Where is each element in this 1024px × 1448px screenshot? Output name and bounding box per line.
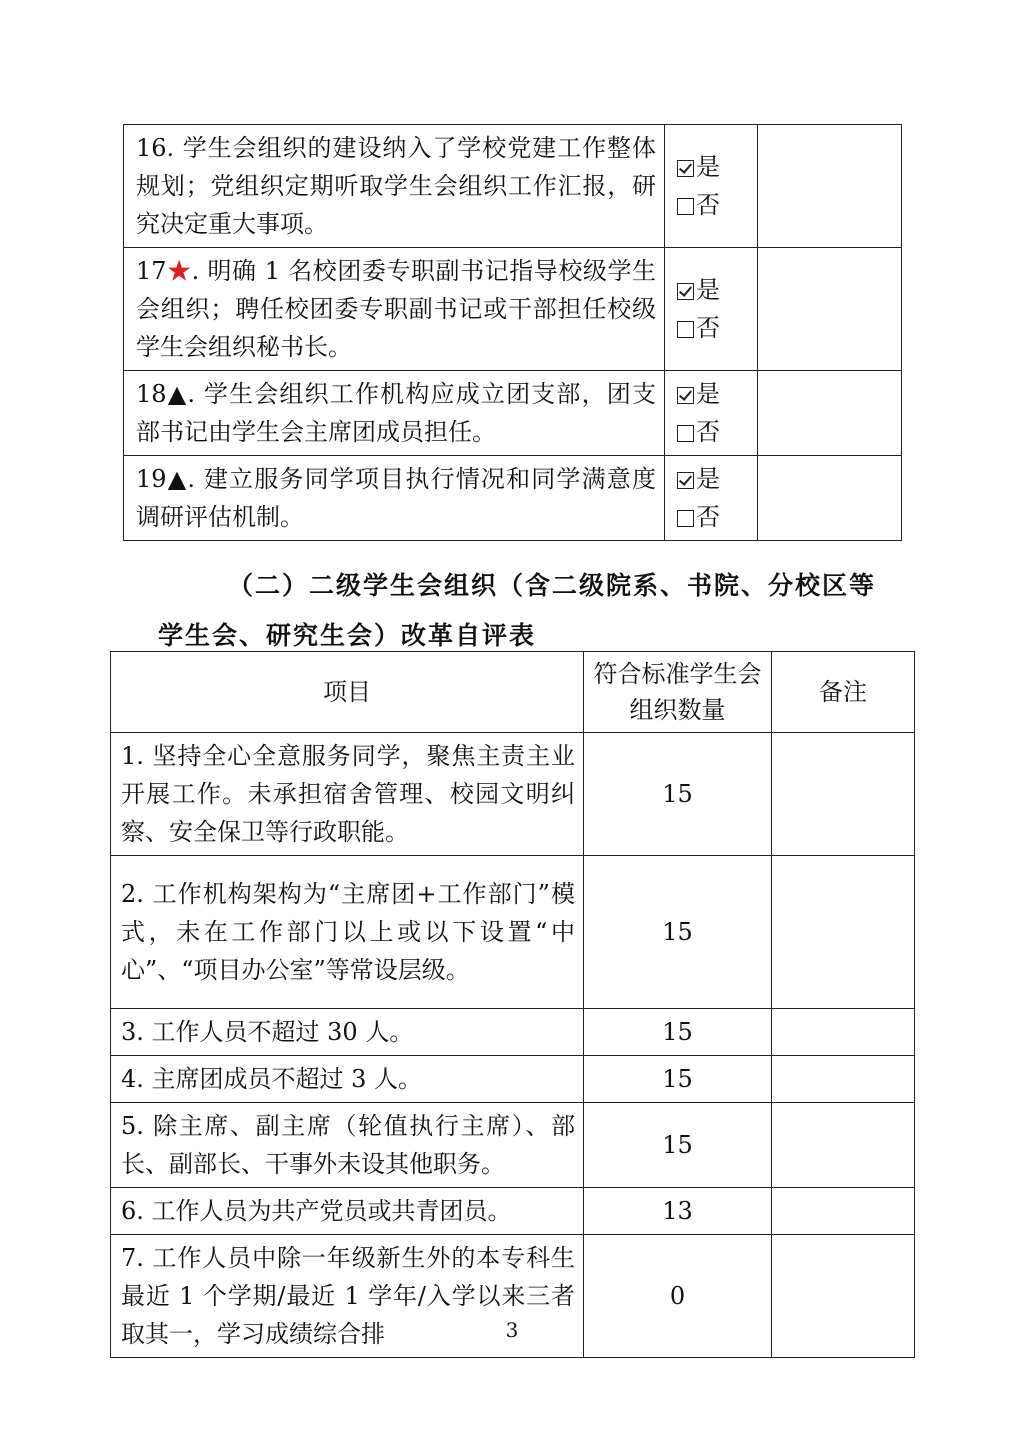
remark-cell <box>758 248 902 371</box>
item-text: 3. 工作人员不超过 30 人。 <box>111 1009 584 1056</box>
page-number: 3 <box>505 1318 519 1342</box>
checked-box-icon[interactable] <box>677 387 694 404</box>
evaluation-table <box>110 651 915 1358</box>
unchecked-box-icon[interactable] <box>677 510 694 527</box>
remark-cell <box>758 371 902 456</box>
no-option[interactable]: 否 <box>677 413 757 451</box>
unchecked-box-icon[interactable] <box>677 425 694 442</box>
yes-option[interactable]: 是 <box>677 148 757 186</box>
note-cell <box>772 856 915 1009</box>
note-cell <box>772 733 915 856</box>
item-text: 2. 工作机构架构为“主席团+工作部门”模式，未在工作部门以上或以下设置“中心”、“项目办公室”等常设层级。 <box>111 856 584 1009</box>
remark-cell <box>758 456 902 541</box>
table-row <box>111 1188 915 1235</box>
criterion-number: 17 <box>136 257 167 285</box>
yes-option[interactable]: 是 <box>677 375 757 413</box>
item-text: 5. 除主席、副主席（轮值执行主席）、部长、副部长、干事外未设其他职务。 <box>111 1103 584 1188</box>
note-cell <box>772 1009 915 1056</box>
criterion-text: 18▲. 学生会组织工作机构应成立团支部，团支部书记由学生会主席团成员担任。 <box>124 371 665 456</box>
table-row <box>111 733 915 856</box>
criterion-text: 19▲. 建立服务同学项目执行情况和同学满意度调研评估机制。 <box>124 456 665 541</box>
yes-no-cell <box>665 456 758 541</box>
no-option[interactable]: 否 <box>677 186 757 224</box>
checklist-row <box>124 456 902 541</box>
yes-no-cell <box>665 125 758 248</box>
table-row <box>111 1009 915 1056</box>
star-icon: ★ <box>166 257 192 285</box>
count-value: 15 <box>584 1009 772 1056</box>
checked-box-icon[interactable] <box>677 472 694 489</box>
checked-box-icon[interactable] <box>677 160 694 177</box>
yes-option[interactable]: 是 <box>677 460 757 498</box>
column-header-note: 备注 <box>772 652 915 733</box>
remark-cell <box>758 125 902 248</box>
checklist-row <box>124 125 902 248</box>
table-header-row <box>111 652 915 733</box>
item-text: 1. 坚持全心全意服务同学，聚焦主责主业开展工作。未承担宿舍管理、校园文明纠察、安全保卫等行政职能。 <box>111 733 584 856</box>
count-value: 15 <box>584 856 772 1009</box>
note-cell <box>772 1056 915 1103</box>
unchecked-box-icon[interactable] <box>677 198 694 215</box>
triangle-icon: ▲ <box>166 380 188 408</box>
checklist-row <box>124 371 902 456</box>
column-header-item: 项目 <box>111 652 584 733</box>
column-header-count: 符合标准学生会组织数量 <box>584 652 772 733</box>
criterion-text: 17★. 明确 1 名校团委专职副书记指导校级学生会组织；聘任校团委专职副书记或干部担任校级学生会组织秘书长。 <box>124 248 665 371</box>
table-row <box>111 1056 915 1103</box>
yes-option[interactable]: 是 <box>677 271 757 309</box>
yes-no-cell <box>665 248 758 371</box>
checklist-row <box>124 248 902 371</box>
count-value: 13 <box>584 1188 772 1235</box>
section-title-line1: （二）二级学生会组织（含二级院系、书院、分校区等 <box>228 571 877 600</box>
criterion-text: 16. 学生会组织的建设纳入了学校党建工作整体规划；党组织定期听取学生会组织工作汇报，研究决定重大事项。 <box>124 125 665 248</box>
item-text: 6. 工作人员为共产党员或共青团员。 <box>111 1188 584 1235</box>
yes-no-cell <box>665 371 758 456</box>
criterion-number: 16 <box>136 134 167 162</box>
table-row <box>111 1103 915 1188</box>
criterion-number: 19 <box>136 465 167 493</box>
table-row <box>111 856 915 1009</box>
checked-box-icon[interactable] <box>677 283 694 300</box>
count-value: 15 <box>584 1056 772 1103</box>
item-text: 4. 主席团成员不超过 3 人。 <box>111 1056 584 1103</box>
triangle-icon: ▲ <box>166 465 188 493</box>
checklist-table <box>123 124 902 541</box>
count-value: 15 <box>584 733 772 856</box>
item-text: 7. 工作人员中除一年级新生外的本专科生最近 1 个学期/最近 1 学年/入学以来三者取其一，学习成绩综合排 <box>111 1235 584 1358</box>
count-value: 15 <box>584 1103 772 1188</box>
no-option[interactable]: 否 <box>677 498 757 536</box>
count-value: 0 <box>584 1235 772 1358</box>
note-cell <box>772 1188 915 1235</box>
no-option[interactable]: 否 <box>677 309 757 347</box>
note-cell <box>772 1103 915 1188</box>
section-title-line2: 学生会、研究生会）改革自评表 <box>158 621 537 650</box>
unchecked-box-icon[interactable] <box>677 321 694 338</box>
criterion-number: 18 <box>136 380 167 408</box>
